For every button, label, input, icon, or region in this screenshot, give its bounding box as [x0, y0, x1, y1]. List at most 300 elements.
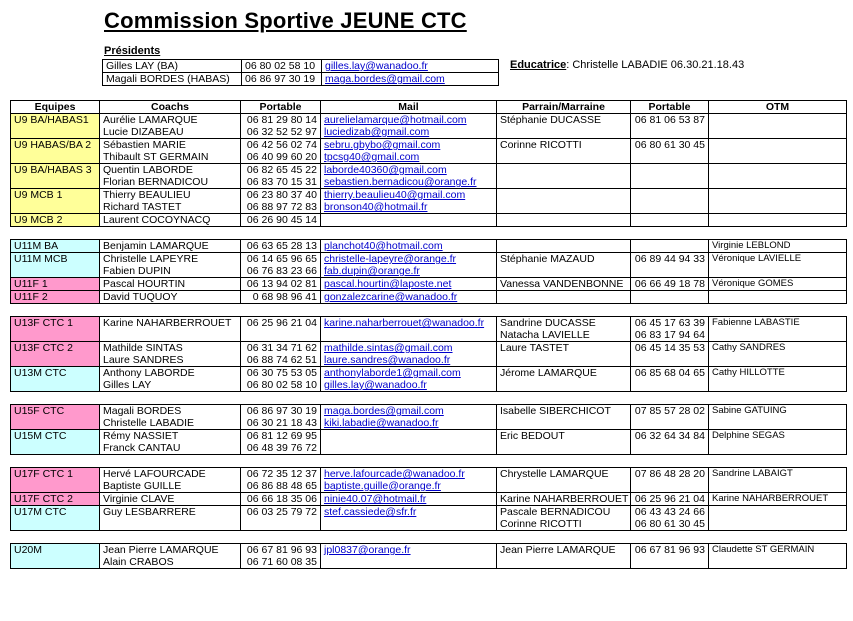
otm-name: [709, 114, 847, 127]
otm-name: Véronique GOMES: [709, 278, 847, 291]
coach-name: Aurélie LAMARQUE: [100, 114, 241, 127]
coach-mail-link[interactable]: thierry.beaulieu40@gmail.com: [321, 189, 497, 202]
team-row: [11, 139, 847, 152]
team-row: [11, 126, 847, 139]
coach-phone: 06 66 18 35 06: [241, 493, 321, 506]
group-spacer: [11, 455, 847, 468]
spacer-cell: [631, 227, 709, 240]
coach-mail-link: [321, 329, 497, 342]
coach-phone: 06 86 88 48 65: [241, 480, 321, 493]
spacer-cell: [321, 227, 497, 240]
spacer-cell: [709, 531, 847, 544]
coach-name: Richard TASTET: [100, 201, 241, 214]
otm-name: [709, 126, 847, 139]
team-name: [11, 379, 100, 392]
parrain-phone: 06 66 49 18 78: [631, 278, 709, 291]
coach-name: Lucie DIZABEAU: [100, 126, 241, 139]
coach-mail-link[interactable]: sebru.gbybo@gmail.com: [321, 139, 497, 152]
header-mail: Mail: [321, 101, 497, 114]
coach-mail-link[interactable]: pascal.hourtin@laposte.net: [321, 278, 497, 291]
otm-name: [709, 265, 847, 278]
spacer-cell: [709, 304, 847, 317]
coach-name: Karine NAHARBERROUET: [100, 317, 241, 330]
otm-name: [709, 201, 847, 214]
page-title: Commission Sportive JEUNE CTC: [104, 8, 467, 33]
coach-mail-link: [321, 430, 497, 443]
parrain-phone: 06 85 68 04 65: [631, 367, 709, 380]
coach-name: Florian BERNADICOU: [100, 176, 241, 189]
parrain-phone: [631, 240, 709, 253]
team-row: [11, 214, 847, 227]
team-name: [11, 480, 100, 493]
coach-phone: 06 81 12 69 95: [241, 430, 321, 443]
spacer-cell: [321, 455, 497, 468]
president-phone: 06 86 97 30 19: [242, 73, 322, 86]
coach-phone: 06 76 83 23 66: [241, 265, 321, 278]
coach-mail-link[interactable]: mathilde.sintas@gmail.com: [321, 342, 497, 355]
parrain-phone: [631, 201, 709, 214]
team-name: U20M: [11, 544, 100, 557]
coach-mail-link[interactable]: jpl0837@orange.fr: [321, 544, 497, 557]
coach-phone: 06 88 97 72 83: [241, 201, 321, 214]
parrain-name: [497, 291, 631, 304]
team-row: [11, 493, 847, 506]
parrain-name: [497, 240, 631, 253]
team-name: U15F CTC: [11, 405, 100, 418]
parrain-name: [497, 164, 631, 177]
team-row: [11, 354, 847, 367]
team-row: [11, 189, 847, 202]
educatrice-label: Educatrice: [510, 59, 567, 71]
team-name: [11, 151, 100, 164]
coach-name: Quentin LABORDE: [100, 164, 241, 177]
team-name: [11, 518, 100, 531]
team-name: U17M CTC: [11, 506, 100, 519]
parrain-phone: [631, 480, 709, 493]
spacer-cell: [241, 531, 321, 544]
parrain-name: Chrystelle LAMARQUE: [497, 468, 631, 481]
parrain-phone: 06 67 81 96 93: [631, 544, 709, 557]
coach-mail-link[interactable]: christelle-lapeyre@orange.fr: [321, 253, 497, 266]
team-name: U15M CTC: [11, 430, 100, 443]
spacer-cell: [11, 531, 100, 544]
spacer-cell: [321, 531, 497, 544]
team-name: [11, 265, 100, 278]
otm-name: [709, 442, 847, 455]
group-spacer: [11, 227, 847, 240]
coach-name: Magali BORDES: [100, 405, 241, 418]
parrain-phone: [631, 442, 709, 455]
coach-name: Alain CRABOS: [100, 556, 241, 569]
parrain-name: Karine NAHARBERROUET: [497, 493, 631, 506]
team-name: U11M MCB: [11, 253, 100, 266]
group-spacer: [11, 531, 847, 544]
spacer-cell: [321, 304, 497, 317]
coach-name: Guy LESBARRERE: [100, 506, 241, 519]
coach-phone: [241, 518, 321, 531]
president-phone: 06 80 02 58 10: [242, 60, 322, 73]
coach-name: Mathilde SINTAS: [100, 342, 241, 355]
parrain-name: Stéphanie DUCASSE: [497, 114, 631, 127]
spacer-cell: [100, 392, 241, 405]
parrain-name: [497, 265, 631, 278]
team-row: [11, 442, 847, 455]
parrain-phone: [631, 291, 709, 304]
parrain-name: [497, 379, 631, 392]
team-row: [11, 468, 847, 481]
spacer-cell: [497, 304, 631, 317]
coach-mail-link[interactable]: kiki.labadie@wanadoo.fr: [321, 417, 497, 430]
parrain-name: [497, 556, 631, 569]
coach-name: [100, 518, 241, 531]
teams-body: [11, 114, 847, 569]
coach-phone: 06 13 94 02 81: [241, 278, 321, 291]
otm-name: [709, 189, 847, 202]
spacer-cell: [631, 531, 709, 544]
coach-mail-link[interactable]: maga.bordes@gmail.com: [321, 405, 497, 418]
coach-mail-link[interactable]: fab.dupin@orange.fr: [321, 265, 497, 278]
spacer-cell: [11, 455, 100, 468]
coach-phone: 06 88 74 62 51: [241, 354, 321, 367]
coach-phone: 06 63 65 28 13: [241, 240, 321, 253]
otm-name: [709, 329, 847, 342]
coach-mail-link[interactable]: baptiste.guille@orange.fr: [321, 480, 497, 493]
team-row: [11, 317, 847, 330]
parrain-phone: 06 81 06 53 87: [631, 114, 709, 127]
parrain-name: Pascale BERNADICOU: [497, 506, 631, 519]
coach-mail-link[interactable]: laure.sandres@wanadoo.fr: [321, 354, 497, 367]
parrain-name: Corinne RICOTTI: [497, 518, 631, 531]
coach-phone: 06 32 52 52 97: [241, 126, 321, 139]
coach-mail-link[interactable]: bronson40@hotmail.fr: [321, 201, 497, 214]
coach-phone: [241, 329, 321, 342]
spacer-cell: [631, 304, 709, 317]
parrain-phone: 06 25 96 21 04: [631, 493, 709, 506]
team-name: [11, 201, 100, 214]
team-name: U13F CTC 1: [11, 317, 100, 330]
president-mail-link[interactable]: maga.bordes@gmail.com: [322, 73, 499, 86]
team-name: U9 BA/HABAS1: [11, 114, 100, 127]
coach-mail-link[interactable]: stef.cassiede@sfr.fr: [321, 506, 497, 519]
president-name: Gilles LAY (BA): [103, 60, 242, 73]
coach-phone: 06 86 97 30 19: [241, 405, 321, 418]
parrain-phone: [631, 379, 709, 392]
header-row: [11, 101, 847, 114]
coach-name: Thierry BEAULIEU: [100, 189, 241, 202]
spacer-cell: [497, 392, 631, 405]
coach-name: Anthony LABORDE: [100, 367, 241, 380]
coach-phone: 06 83 70 15 31: [241, 176, 321, 189]
parrain-phone: 06 43 43 24 66: [631, 506, 709, 519]
coach-phone: 06 25 96 21 04: [241, 317, 321, 330]
team-row: [11, 379, 847, 392]
spacer-cell: [11, 392, 100, 405]
coach-phone: 06 03 25 79 72: [241, 506, 321, 519]
coach-phone: 06 31 34 71 62: [241, 342, 321, 355]
coach-name: Laure SANDRES: [100, 354, 241, 367]
spacer-cell: [497, 531, 631, 544]
teams-table: [10, 100, 847, 569]
parrain-phone: 06 32 64 34 84: [631, 430, 709, 443]
coach-mail-link[interactable]: gonzalezcarine@wanadoo.fr: [321, 291, 497, 304]
team-name: [11, 442, 100, 455]
coach-phone: 06 30 75 53 05: [241, 367, 321, 380]
coach-mail-link: [321, 442, 497, 455]
parrain-name: Laure TASTET: [497, 342, 631, 355]
otm-name: Cathy HILLOTTE: [709, 367, 847, 380]
coach-phone: 06 26 90 45 14: [241, 214, 321, 227]
team-name: U9 HABAS/BA 2: [11, 139, 100, 152]
parrain-name: [497, 189, 631, 202]
team-name: U13M CTC: [11, 367, 100, 380]
team-row: [11, 253, 847, 266]
header-equipes: Equipes: [11, 101, 100, 114]
otm-name: [709, 214, 847, 227]
otm-name: [709, 417, 847, 430]
team-row: [11, 291, 847, 304]
team-name: U9 MCB 1: [11, 189, 100, 202]
coach-mail-link: [321, 556, 497, 569]
otm-name: [709, 164, 847, 177]
spacer-cell: [631, 392, 709, 405]
coach-mail-link[interactable]: sebastien.bernadicou@orange.fr: [321, 176, 497, 189]
coach-phone: 06 23 80 37 40: [241, 189, 321, 202]
otm-name: Karine NAHARBERROUET: [709, 493, 847, 506]
header-parrain: Parrain/Marraine: [497, 101, 631, 114]
spacer-cell: [241, 304, 321, 317]
coach-name: Thibault ST GERMAIN: [100, 151, 241, 164]
team-row: [11, 506, 847, 519]
otm-name: Claudette ST GERMAIN: [709, 544, 847, 557]
team-row: [11, 342, 847, 355]
otm-name: [709, 556, 847, 569]
spacer-cell: [100, 227, 241, 240]
coach-mail-link[interactable]: aurelielamarque@hotmail.com: [321, 114, 497, 127]
otm-name: Fabienne LABASTIE: [709, 317, 847, 330]
team-name: [11, 176, 100, 189]
team-row: [11, 480, 847, 493]
team-row: [11, 265, 847, 278]
spacer-cell: [709, 455, 847, 468]
team-row: [11, 201, 847, 214]
coach-mail-link[interactable]: planchot40@hotmail.com: [321, 240, 497, 253]
team-row: [11, 518, 847, 531]
spacer-cell: [497, 227, 631, 240]
team-row: [11, 176, 847, 189]
coach-mail-link: [321, 518, 497, 531]
otm-name: [709, 379, 847, 392]
spacer-cell: [11, 227, 100, 240]
team-name: U9 MCB 2: [11, 214, 100, 227]
parrain-phone: 07 85 57 28 02: [631, 405, 709, 418]
otm-name: [709, 151, 847, 164]
coach-phone: 06 81 29 80 14: [241, 114, 321, 127]
otm-name: [709, 518, 847, 531]
spacer-cell: [241, 392, 321, 405]
coach-name: Virginie CLAVE: [100, 493, 241, 506]
presidents-label: Présidents: [104, 45, 161, 57]
parrain-phone: [631, 126, 709, 139]
parrain-phone: [631, 164, 709, 177]
team-name: [11, 354, 100, 367]
otm-name: [709, 480, 847, 493]
header-portable-parrain: Portable: [631, 101, 709, 114]
team-row: [11, 114, 847, 127]
spacer-cell: [100, 455, 241, 468]
team-row: [11, 417, 847, 430]
parrain-phone: 07 86 48 28 20: [631, 468, 709, 481]
otm-name: Cathy SANDRES: [709, 342, 847, 355]
team-row: [11, 556, 847, 569]
parrain-name: Sandrine DUCASSE: [497, 317, 631, 330]
team-name: U11F 2: [11, 291, 100, 304]
parrain-phone: 06 80 61 30 45: [631, 518, 709, 531]
parrain-phone: 06 89 44 94 33: [631, 253, 709, 266]
coach-phone: 06 40 99 60 20: [241, 151, 321, 164]
coach-name: Jean Pierre LAMARQUE: [100, 544, 241, 557]
otm-name: [709, 176, 847, 189]
otm-name: Virginie LEBLOND: [709, 240, 847, 253]
coach-phone: 06 80 02 58 10: [241, 379, 321, 392]
parrain-phone: 06 45 17 63 39: [631, 317, 709, 330]
team-name: [11, 329, 100, 342]
coach-phone: 06 72 35 12 37: [241, 468, 321, 481]
coach-mail-link[interactable]: luciedizab@gmail.com: [321, 126, 497, 139]
coach-name: Gilles LAY: [100, 379, 241, 392]
parrain-phone: [631, 189, 709, 202]
spacer-cell: [241, 227, 321, 240]
coach-name: Sébastien MARIE: [100, 139, 241, 152]
spacer-cell: [709, 227, 847, 240]
coach-mail-link[interactable]: herve.lafourcade@wanadoo.fr: [321, 468, 497, 481]
president-mail-link[interactable]: gilles.lay@wanadoo.fr: [322, 60, 499, 73]
parrain-phone: [631, 176, 709, 189]
team-row: [11, 367, 847, 380]
coach-name: Franck CANTAU: [100, 442, 241, 455]
coach-name: Christelle LAPEYRE: [100, 253, 241, 266]
coach-mail-link[interactable]: anthonylaborde1@gmail.com: [321, 367, 497, 380]
parrain-name: Stéphanie MAZAUD: [497, 253, 631, 266]
coach-name: Rémy NASSIET: [100, 430, 241, 443]
coach-name: Baptiste GUILLE: [100, 480, 241, 493]
parrain-name: [497, 354, 631, 367]
team-name: U9 BA/HABAS 3: [11, 164, 100, 177]
team-name: U11F 1: [11, 278, 100, 291]
parrain-name: Eric BEDOUT: [497, 430, 631, 443]
spacer-cell: [11, 304, 100, 317]
spacer-cell: [241, 455, 321, 468]
coach-phone: 06 71 60 08 35: [241, 556, 321, 569]
otm-name: [709, 139, 847, 152]
coach-phone: 06 30 21 18 43: [241, 417, 321, 430]
coach-mail-link[interactable]: tpcsg40@gmail.com: [321, 151, 497, 164]
team-name: U13F CTC 2: [11, 342, 100, 355]
header-otm: OTM: [709, 101, 847, 114]
otm-name: [709, 354, 847, 367]
president-row: [103, 73, 499, 86]
header-portable: Portable: [241, 101, 321, 114]
parrain-name: Jérome LAMARQUE: [497, 367, 631, 380]
team-name: [11, 556, 100, 569]
coach-phone: 0 68 98 96 41: [241, 291, 321, 304]
coach-mail-link[interactable]: gilles.lay@wanadoo.fr: [321, 379, 497, 392]
team-row: [11, 240, 847, 253]
coach-name: Fabien DUPIN: [100, 265, 241, 278]
team-name: U17F CTC 2: [11, 493, 100, 506]
parrain-name: [497, 417, 631, 430]
coach-name: Laurent COCOYNACQ: [100, 214, 241, 227]
team-name: U11M BA: [11, 240, 100, 253]
parrain-name: [497, 480, 631, 493]
group-spacer: [11, 392, 847, 405]
spacer-cell: [631, 455, 709, 468]
coach-name: Hervé LAFOURCADE: [100, 468, 241, 481]
team-row: [11, 164, 847, 177]
presidents-table: [102, 59, 499, 86]
parrain-name: Natacha LAVIELLE: [497, 329, 631, 342]
parrain-phone: [631, 417, 709, 430]
spacer-cell: [100, 531, 241, 544]
otm-name: [709, 506, 847, 519]
coach-name: Pascal HOURTIN: [100, 278, 241, 291]
team-name: U17F CTC 1: [11, 468, 100, 481]
team-row: [11, 278, 847, 291]
otm-name: Delphine SEGAS: [709, 430, 847, 443]
parrain-name: [497, 442, 631, 455]
team-row: [11, 151, 847, 164]
spacer-cell: [321, 392, 497, 405]
parrain-phone: [631, 214, 709, 227]
educatrice-value: : Christelle LABADIE 06.30.21.18.43: [566, 59, 745, 71]
parrain-phone: 06 45 14 35 53: [631, 342, 709, 355]
coach-name: David TUQUOY: [100, 291, 241, 304]
parrain-name: [497, 126, 631, 139]
spacer-cell: [709, 392, 847, 405]
team-row: [11, 430, 847, 443]
parrain-name: [497, 201, 631, 214]
parrain-phone: [631, 151, 709, 164]
parrain-name: Jean Pierre LAMARQUE: [497, 544, 631, 557]
parrain-name: Isabelle SIBERCHICOT: [497, 405, 631, 418]
coach-name: Benjamin LAMARQUE: [100, 240, 241, 253]
team-row: [11, 405, 847, 418]
parrain-phone: 06 83 17 94 64: [631, 329, 709, 342]
team-name: [11, 417, 100, 430]
otm-name: Véronique LAVIELLE: [709, 253, 847, 266]
parrain-name: Vanessa VANDENBONNE: [497, 278, 631, 291]
president-name: Magali BORDES (HABAS): [103, 73, 242, 86]
team-name: [11, 126, 100, 139]
parrain-name: Corinne RICOTTI: [497, 139, 631, 152]
coach-phone: 06 48 39 76 72: [241, 442, 321, 455]
coach-mail-link[interactable]: ninie40.07@hotmail.fr: [321, 493, 497, 506]
parrain-name: [497, 176, 631, 189]
coach-mail-link[interactable]: karine.naharberrouet@wanadoo.fr: [321, 317, 497, 330]
otm-name: [709, 291, 847, 304]
coach-phone: 06 42 56 02 74: [241, 139, 321, 152]
coach-phone: 06 82 65 45 22: [241, 164, 321, 177]
coach-name: Christelle LABADIE: [100, 417, 241, 430]
educatrice-line: [510, 59, 744, 71]
coach-mail-link[interactable]: laborde40360@gmail.com: [321, 164, 497, 177]
parrain-name: [497, 151, 631, 164]
header-coachs: Coachs: [100, 101, 241, 114]
coach-phone: 06 67 81 96 93: [241, 544, 321, 557]
coach-name: [100, 329, 241, 342]
coach-phone: 06 14 65 96 65: [241, 253, 321, 266]
parrain-phone: [631, 265, 709, 278]
parrain-name: [497, 214, 631, 227]
